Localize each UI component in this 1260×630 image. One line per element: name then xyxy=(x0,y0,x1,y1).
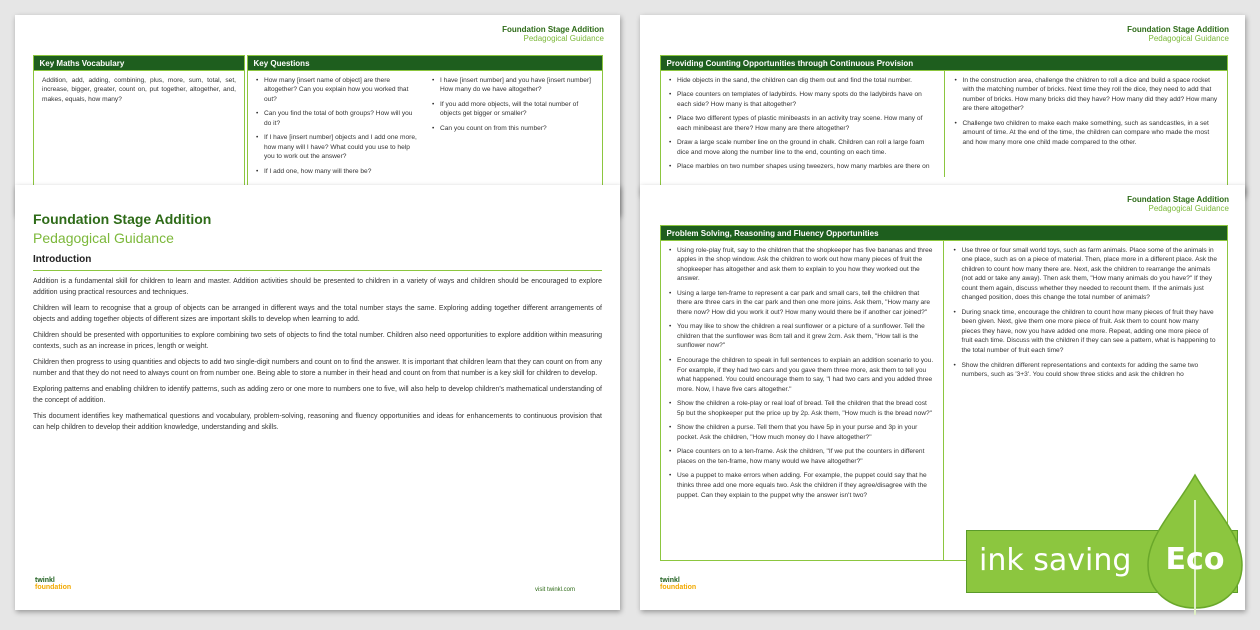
list-item: • In the construction area, challenge the children to roll a dice and build a space rocket with the matching number of bricks. Next time they roll the dice, they need to add that number of bricks. How many bricks did they have? How many did they add? How many are there altogether? xyxy=(955,76,1220,114)
list-item: • Using role-play fruit, say to the children that the shopkeeper has five bananas and three apples in the shop window. Ask the children to work out how many pieces of fruit the shopkeeper has altogether and ask them to explain to you how they worked out the answer. xyxy=(669,246,935,284)
twinkl-logo: twinkl foundation xyxy=(35,577,72,591)
page-header: Foundation Stage Addition Pedagogical Guidance xyxy=(502,25,604,43)
eco-leaf-icon xyxy=(1140,470,1250,615)
provision-right-list xyxy=(945,76,1220,177)
list-item: • Challenge two children to make each make something, such as sandcastles, in a set amount of time. At the end of the time, the children can compare who made the most and how many more one child made compared to the other. xyxy=(955,119,1220,148)
list-item: • If you add more objects, will the total number of objects get bigger or smaller? xyxy=(432,100,594,119)
paragraph: This document identifies key mathematical questions and vocabulary, problem-solving, reasoning and fluency opportunities and ideas for enhancements to continuous provision that can help children to develop their addition knowledge, understanding and skills. xyxy=(33,413,602,431)
list-item: • You may like to show the children a real sunflower or a picture of a sunflower. Tell the children that the sunflower was 8cm tall and it grew 2cm. Ask them, "How tall is the sunflower now?" xyxy=(669,322,935,351)
list-item: • If I add one, how many will there be? xyxy=(256,167,418,177)
list-item: • Use three or four small world toys, such as farm animals. Place some of the animals in one place, such as on a piece of material. Then, place more in a different place. Ask the children to count how many there are. Next, ask the children to rearrange the animals (not add or take any away). Then ask them, "How many animals do you have?" If they count them again, discuss whether they needed to recount them. If the animals just changed position, does this change the total number of animals? xyxy=(954,246,1220,303)
questions-right-list xyxy=(432,76,594,182)
section-heading: Introduction xyxy=(33,254,602,271)
list-item: • Place counters on templates of ladybirds. How many spots do the ladybirds have on each side? How many is that altogether? xyxy=(669,90,934,109)
provision-left-list xyxy=(669,71,945,177)
visit-link[interactable]: visit twinkl.com xyxy=(535,587,576,593)
vocab-box xyxy=(33,55,245,195)
list-item: • During snack time, encourage the children to count how many pieces of fruit they have been given. Next, give them one more piece of fruit. Ask them to count how many pieces they have, now you have added one more. Repeat, adding one more piece of fruit each time. Discuss with the children if they can see a pattern, what is happening to the total number of fruit each time? xyxy=(954,308,1220,356)
list-item: • Can you count on from this number? xyxy=(432,124,594,134)
twinkl-logo: twinkl foundation xyxy=(660,577,697,591)
paragraph: Exploring patterns and enabling children to identify patterns, such as adding zero or one more to numbers one to five, will also help to develop children's mathematical understanding of the concept of addition. xyxy=(33,386,602,404)
list-item: • Using a large ten-frame to represent a car park and small cars, tell the children that there are three cars in the car park and then one more joins. Ask them, "How many are there now? How did you work it out? How many would there be if another car joined?" xyxy=(669,289,935,318)
questions-left-list xyxy=(256,76,418,182)
list-item: • Encourage the children to speak in full sentences to explain an addition scenario to you. For example, if they had two cars and you gave them three more, ask them to tell you what happened. You could encourage them to say, "I had two cars and you added three more. Now, I have five cars altogether." xyxy=(669,356,935,394)
page-title: Foundation Stage Addition xyxy=(33,211,212,227)
vocab-text: Addition, add, adding, combining, plus, more, sum, total, set, increase, bigger, greater, count on, put together, altogether, and, makes, equals, how many? xyxy=(42,76,236,103)
list-item: • If I have [insert number] objects and I add one more, how many will I have? What could you use to help you to work out the answer? xyxy=(256,133,418,162)
list-item: • Show the children a role-play or real loaf of bread. Tell the children that the bread cost 5p but the shopkeeper put the price up by 2p. Ask them, "How much is the bread now?" xyxy=(669,399,935,418)
list-item: • I have [insert number] and you have [insert number] How many do we have altogether? xyxy=(432,76,594,95)
paragraph: Children should be presented with opportunities to explore combining two sets of objects to find the total number. Children also need opportunities to explore addition within measuring contexts, such as an increase in prices, length or weight. xyxy=(33,332,602,350)
list-item: • How many [insert name of object] are there altogether? Can you explain how you worked that out? xyxy=(256,76,418,105)
page-provision xyxy=(640,15,1245,195)
ink-saving-label: ink saving xyxy=(979,543,1132,578)
paragraph: Addition is a fundamental skill for children to learn and master. Addition activities should be presented to children in a variety of ways and children should be encouraged to explore addition using practical resources and techniques. xyxy=(33,278,602,296)
list-item: • Hide objects in the sand, the children can dig them out and find the total number. xyxy=(669,76,934,86)
list-item: • Place marbles on two number shapes using tweezers, how many marbles are there on xyxy=(669,162,934,172)
provision-title: Providing Counting Opportunities through Continuous Provision xyxy=(660,55,1228,71)
page-subtitle: Pedagogical Guidance xyxy=(33,230,174,246)
problem-left-list xyxy=(669,241,944,562)
list-item: • Draw a large scale number line on the ground in chalk. Children can roll a large foam dice and move along the number line to the end, counting on each time. xyxy=(669,138,934,157)
vocab-title: Key Maths Vocabulary xyxy=(33,55,245,71)
questions-title: Key Questions xyxy=(247,55,603,71)
paragraph: Children will learn to recognise that a group of objects can be arranged in different ways and the total number stays the same. Exploring adding together different arrangements of objects and adding together objects of different sizes are important skills to develop when learning to add. xyxy=(33,305,602,323)
list-item: • Use a puppet to make errors when adding. For example, the puppet could say that he thinks three add one more equals two. Ask the children if they agree/disagree with the puppet. Can they explain to the puppet why the answer isn't two? xyxy=(669,471,935,500)
provision-box xyxy=(660,55,1228,189)
list-item: • Place counters on to a ten-frame. Ask the children, "If we put the counters in different places on the ten-frame, how many would we have altogether?" xyxy=(669,447,935,466)
list-item: • Place two different types of plastic minibeasts in an activity tray scene. How many of each minibeast are there? How many are there altogether? xyxy=(669,114,934,133)
eco-label: Eco xyxy=(1165,542,1225,577)
page-header: Foundation Stage Addition Pedagogical Guidance xyxy=(1127,25,1229,43)
questions-box xyxy=(247,55,603,195)
paragraph: Children then progress to using quantities and objects to add two single-digit numbers and count on to find the answer. It is important that children learn that they can count on from any number and that they do not need to always count on from number one. Being able to store a number in their head and count on from that number is a key skill for children to develop. xyxy=(33,359,602,377)
page-header: Foundation Stage Addition Pedagogical Guidance xyxy=(1127,195,1229,213)
list-item: • Can you find the total of both groups? How will you do it? xyxy=(256,109,418,128)
list-item: • Show the children different representations and contexts for adding the same two numbers, such as '3+3'. You could show three sticks and ask the children ho xyxy=(954,361,1220,380)
problem-title: Problem Solving, Reasoning and Fluency Opportunities xyxy=(660,225,1228,241)
list-item: • Show the children a purse. Tell them that you have 5p in your purse and 3p in your pocket. Ask the children, "How much money do I have altogether?" xyxy=(669,423,935,442)
page-introduction xyxy=(15,185,620,610)
